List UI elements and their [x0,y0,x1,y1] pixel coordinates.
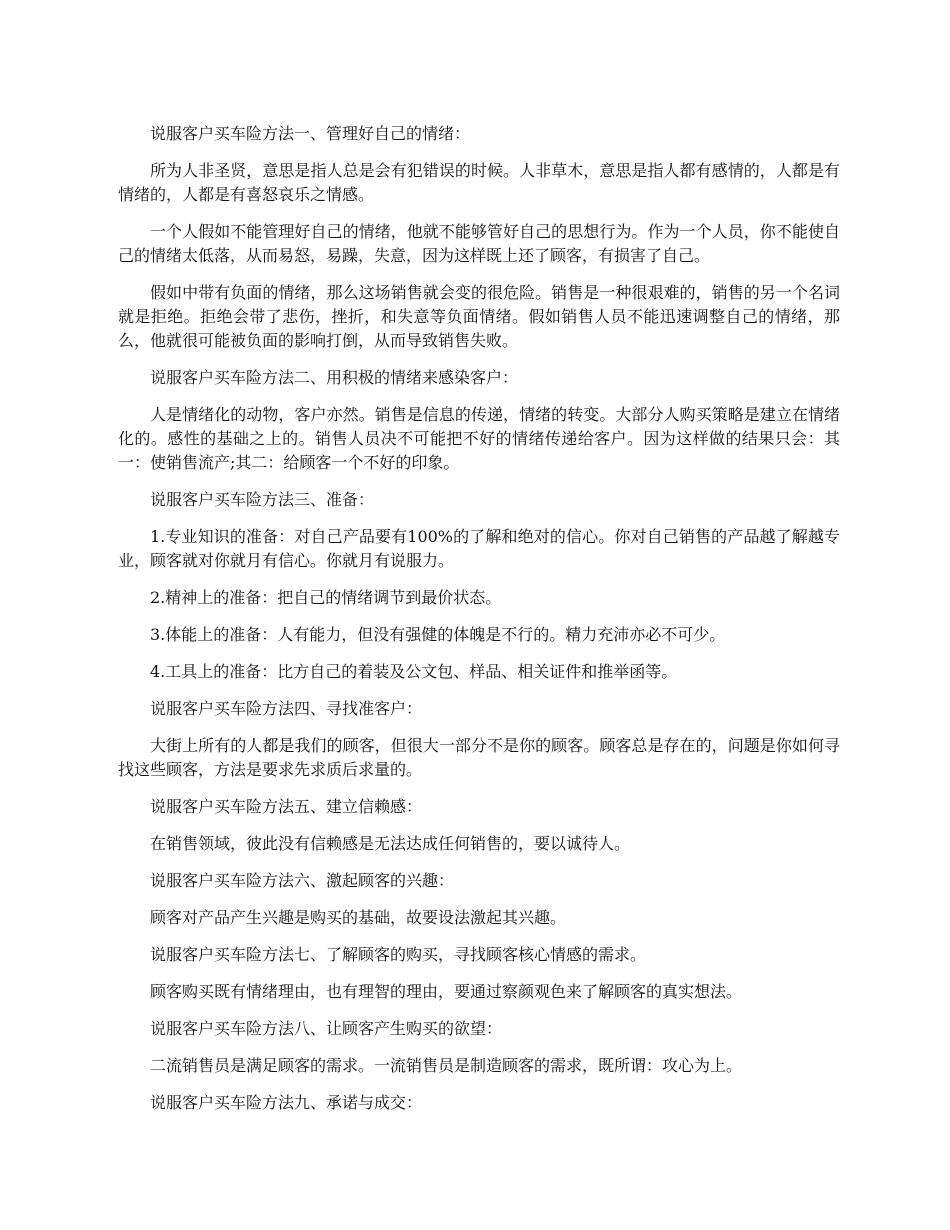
paragraph-emotional-customers: 人是情绪化的动物，客户亦然。销售是信息的传递，情绪的转变。大部分人购买策略是建立在情绪化的。感性的基础之上的。销售人员决不可能把不好的情绪传递给客户。因为这样做的结果只会：其一：使销售流产;其二：给顾客一个不好的印象。 [118,405,840,472]
paragraph-method-6-heading: 说服客户买车险方法六、激起顾客的兴趣： [150,871,455,890]
paragraph-prep-tools: 4.工具上的准备：比方自己的着装及公文包、样品、相关证件和推举函等。 [150,662,678,681]
paragraph-build-trust: 在销售领域，彼此没有信赖感是无法达成任何销售的，要以诚待人。 [150,834,631,853]
paragraph-method-9-heading: 说服客户买车险方法九、承诺与成交： [150,1093,423,1112]
paragraph-create-desire: 二流销售员是满足顾客的需求。一流销售员是制造顾客的需求，既所谓：攻心为上。 [150,1056,743,1075]
paragraph-prep-knowledge: 1.专业知识的准备：对自己产品要有100%的了解和绝对的信心。你对自己销售的产品越了解越专业，顾客就对你就月有信心。你就月有说服力。 [118,527,840,570]
paragraph-method-4-heading: 说服客户买车险方法四、寻找准客户： [150,699,423,718]
paragraph-method-5-heading: 说服客户买车险方法五、建立信赖感： [150,797,423,816]
document-page [118,122,840,1128]
paragraph-prep-mental: 2.精神上的准备：把自己的情绪调节到最价状态。 [150,588,502,607]
paragraph-method-1-heading: 说服客户买车险方法一、管理好自己的情绪： [150,124,471,143]
paragraph-manage-emotions: 一个人假如不能管理好自己的情绪，他就不能够管好自己的思想行为。作为一个人员，你不能使自己的情绪太低落，从而易怒，易躁，失意，因为这样既上还了顾客，有损害了自己。 [118,222,840,265]
paragraph-method-8-heading: 说服客户买车险方法八、让顾客产生购买的欲望： [150,1019,503,1038]
paragraph-prep-physical: 3.体能上的准备：人有能力，但没有强健的体魄是不行的。精力充沛亦必不可少。 [150,625,726,644]
paragraph-method-7-heading: 说服客户买车险方法七、了解顾客的购买，寻找顾客核心情感的需求。 [150,945,647,964]
paragraph-negative-emotions: 假如中带有负面的情绪，那么这场销售就会变的很危险。销售是一种很艰难的，销售的另一个名词就是拒绝。拒绝会带了悲伤，挫折，和失意等负面情绪。假如销售人员不能迅速调整自己的情绪，那么，他就很可能被负面的影响打倒，从而导致销售失败。 [118,283,840,350]
paragraph-spark-interest: 顾客对产品产生兴趣是购买的基础，故要设法激起其兴趣。 [150,908,567,927]
paragraph-method-3-heading: 说服客户买车险方法三、准备： [150,490,375,509]
paragraph-method-2-heading: 说服客户买车险方法二、用积极的情绪来感染客户： [150,368,519,387]
paragraph-find-customers: 大街上所有的人都是我们的顾客，但很大一部分不是你的顾客。顾客总是存在的，问题是你如何寻找这些顾客，方法是要求先求质后求量的。 [118,736,840,779]
paragraph-understand-buyer: 顾客购买既有情绪理由，也有理智的理由，要通过察颜观色来了解顾客的真实想法。 [150,982,743,1001]
paragraph-human-nature: 所为人非圣贤，意思是指人总是会有犯错误的时候。人非草木，意思是指人都有感情的，人都是有情绪的，人都是有喜怒哀乐之情感。 [118,161,840,204]
